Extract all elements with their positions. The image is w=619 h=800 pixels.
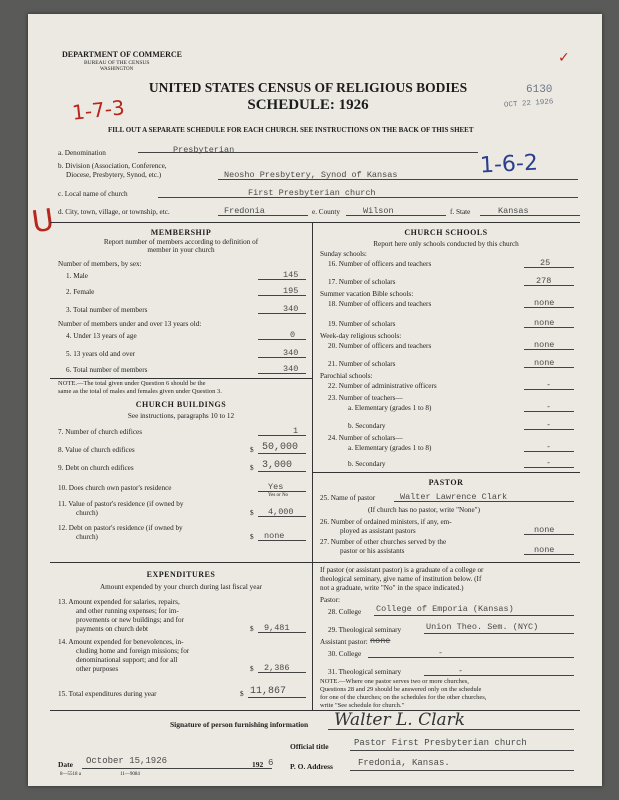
- denomination-label: a. Denomination: [58, 149, 106, 157]
- q21-value: none: [534, 358, 555, 368]
- q14-label-1: 14. Amount expended for benevolences, in-: [58, 638, 184, 646]
- q12-value: none: [264, 531, 285, 541]
- q26-label-2: ployed as assistant pastors: [340, 527, 416, 535]
- graduate-note-3: not a graduate, write "No" in the space indicated.): [320, 584, 464, 592]
- parochial-schools-label: Parochial schools:: [320, 372, 373, 380]
- q9-dollar: $: [250, 464, 254, 472]
- expenditures-subtitle: Amount expended by your church during last fiscal year: [99, 583, 263, 591]
- po-address-value: Fredonia, Kansas.: [358, 758, 450, 768]
- q18-value: none: [534, 298, 555, 308]
- q8-label: 8. Value of church edifices: [58, 446, 135, 454]
- q27-value: none: [534, 545, 555, 555]
- year-suffix: 6: [268, 758, 274, 768]
- buildings-subtitle: See instructions, paragraphs 10 to 12: [127, 412, 235, 420]
- q12-dollar: $: [250, 533, 254, 541]
- q30-label: 30. College: [328, 650, 362, 658]
- print-code: 11—9084: [120, 772, 140, 777]
- q24a-value: -: [546, 442, 552, 452]
- bureau-label: BUREAU OF THE CENSUS: [84, 60, 150, 66]
- po-address-label: P. O. Address: [290, 762, 333, 771]
- county-label: e. County: [312, 208, 340, 216]
- q5-label: 5. 13 years old and over: [66, 350, 136, 358]
- graduate-note-2: theological seminary, give name of institution below. (If: [320, 575, 482, 583]
- q25-label: 25. Name of pastor: [320, 494, 376, 502]
- official-title-label: Official title: [290, 742, 329, 751]
- q11-label-1: 11. Value of pastor's residence (if owned by: [58, 500, 184, 508]
- q8-dollar: $: [250, 446, 254, 454]
- q2-label: 2. Female: [66, 288, 95, 296]
- q17-label: 17. Number of scholars: [328, 278, 396, 286]
- assistant-pastor-value: none: [370, 636, 391, 646]
- q31-label: 31. Theological seminary: [328, 668, 402, 676]
- handwritten-code-blue: 1-6-2: [479, 150, 539, 179]
- q12-label-1: 12. Debt on pastor's residence (if owned by: [58, 524, 183, 532]
- signature-label: Signature of person furnishing information: [170, 720, 309, 729]
- q30-value: -: [438, 648, 444, 658]
- graduate-note-1: If pastor (or assistant pastor) is a graduate of a college or: [320, 566, 484, 574]
- q13-label-1: 13. Amount expended for salaries, repairs,: [58, 598, 180, 606]
- q27-label-2: pastor or his assistants: [340, 547, 405, 555]
- date-label: Date: [58, 760, 73, 769]
- q29-label: 29. Theological seminary: [328, 626, 402, 634]
- membership-subtitle-1: Report number of members according to definition of: [103, 238, 259, 246]
- official-title-value: Pastor First Presbyterian church: [354, 738, 527, 748]
- state-label: f. State: [450, 208, 471, 216]
- form-code: 8—5518 a: [60, 772, 81, 777]
- q23b-value: -: [546, 420, 552, 430]
- q23a-label: a. Elementary (grades 1 to 8): [348, 404, 432, 412]
- q19-value: none: [534, 318, 555, 328]
- q17-value: 278: [536, 276, 552, 286]
- q23-label: 23. Number of teachers—: [328, 394, 403, 402]
- state-value: Kansas: [498, 206, 529, 216]
- q28-value: College of Emporia (Kansas): [376, 604, 514, 614]
- q14-dollar: $: [250, 665, 254, 673]
- membership-note-2: same as the total of males and females given under Question 3.: [58, 388, 222, 395]
- expenditures-heading: EXPENDITURES: [146, 570, 216, 579]
- by-sex-label: Number of members, by sex:: [58, 260, 142, 268]
- q28-label: 28. College: [328, 608, 362, 616]
- city-label: WASHINGTON: [100, 67, 134, 72]
- form-title: UNITED STATES CENSUS OF RELIGIOUS BODIES: [148, 80, 468, 95]
- age-heading: Number of members under and over 13 years old:: [58, 320, 202, 328]
- pastor-subheading: Pastor:: [320, 596, 340, 604]
- schools-heading: CHURCH SCHOOLS: [404, 228, 488, 237]
- pastor-signature: Walter L. Clark: [334, 710, 466, 730]
- corner-check-mark: ✓: [558, 50, 570, 66]
- q12-label-2: church): [76, 533, 98, 541]
- q20-label: 20. Number of officers and teachers: [328, 342, 432, 350]
- handwritten-code-red: 1-7-3: [70, 95, 126, 125]
- county-value: Wilson: [363, 206, 394, 216]
- q13-label-2: and other running expenses; for im-: [76, 607, 179, 615]
- q22-label: 22. Number of administrative officers: [328, 382, 437, 390]
- separate-schedule-instruction: FILL OUT A SEPARATE SCHEDULE FOR EACH CHURCH. SEE INSTRUCTIONS ON THE BACK OF THIS SHEET: [108, 126, 474, 134]
- q20-value: none: [534, 340, 555, 350]
- schools-subtitle: Report here only schools conducted by this church: [373, 240, 519, 248]
- q14-value: 2,386: [264, 663, 290, 673]
- buildings-heading: CHURCH BUILDINGS: [135, 400, 227, 409]
- schedule-title: SCHEDULE: 1926: [247, 97, 369, 113]
- q4-label: 4. Under 13 years of age: [66, 332, 137, 340]
- q27-label-1: 27. Number of other churches served by the: [320, 538, 447, 546]
- sunday-schools-label: Sunday schools:: [320, 250, 367, 258]
- q6-value: 340: [283, 364, 299, 374]
- q24a-label: a. Elementary (grades 1 to 8): [348, 444, 432, 452]
- city-label: d. City, town, village, or township, etc.: [58, 208, 170, 216]
- q15-value: 11,867: [250, 686, 287, 697]
- q21-label: 21. Number of scholars: [328, 360, 396, 368]
- q23b-label: b. Secondary: [348, 422, 386, 430]
- q1-label: 1. Male: [66, 272, 88, 280]
- department-label: DEPARTMENT OF COMMERCE: [62, 50, 183, 59]
- q5-value: 340: [283, 348, 299, 358]
- year-prefix: 192: [252, 760, 264, 769]
- q4-value: 0: [290, 330, 296, 340]
- q26-value: none: [534, 525, 555, 535]
- q26-label-1: 26. Number of ordained ministers, if any, em-: [320, 518, 452, 526]
- q23a-value: -: [546, 402, 552, 412]
- city-value: Fredonia: [224, 206, 265, 216]
- q7-label: 7. Number of church edifices: [58, 428, 143, 436]
- pastor-note-3: for one of the churches; on the schedules for the other churches,: [320, 694, 487, 701]
- q22-value: -: [546, 380, 552, 390]
- summer-schools-label: Summer vacation Bible schools:: [320, 290, 414, 298]
- q25-note: (If church has no pastor, write "None"): [368, 506, 480, 514]
- division-label-line1: b. Division (Association, Conference,: [58, 162, 167, 170]
- q14-label-3: denominational support; and for all: [76, 656, 178, 664]
- q11-dollar: $: [250, 509, 254, 517]
- q11-label-2: church): [76, 509, 98, 517]
- q13-label-4: payments on church debt: [76, 625, 149, 633]
- q29-value: Union Theo. Sem. (NYC): [426, 622, 539, 632]
- q8-value: 50,000: [262, 442, 299, 453]
- q1-value: 145: [283, 270, 299, 280]
- q18-label: 18. Number of officers and teachers: [328, 300, 432, 308]
- membership-heading: MEMBERSHIP: [150, 228, 212, 237]
- pastor-note-1: NOTE.—Where one pastor serves two or more churches,: [320, 678, 469, 685]
- assistant-pastor-label: Assistant pastor:: [320, 638, 368, 646]
- q6-label: 6. Total number of members: [66, 366, 148, 374]
- q10-value: Yes: [268, 482, 284, 492]
- pastor-heading: PASTOR: [428, 478, 464, 487]
- q2-value: 195: [283, 286, 299, 296]
- membership-subtitle-2: member in your church: [147, 246, 215, 254]
- date-value: October 15,1926: [86, 756, 168, 766]
- q13-dollar: $: [250, 625, 254, 633]
- q16-value: 25: [540, 258, 551, 268]
- margin-mark: U: [29, 202, 57, 241]
- q15-dollar: $: [240, 690, 244, 698]
- received-date-stamp: OCT 22 1926: [503, 98, 554, 110]
- q3-value: 340: [283, 304, 299, 314]
- q13-label-3: provements or new buildings; and for: [76, 616, 184, 624]
- q10-label: 10. Does church own pastor's residence: [58, 484, 172, 492]
- weekday-schools-label: Week-day religious schools:: [320, 332, 402, 340]
- membership-note-1: NOTE.—The total given under Question 6 should be the: [58, 380, 206, 387]
- q3-label: 3. Total number of members: [66, 306, 148, 314]
- q7-value: 1: [293, 426, 299, 436]
- q14-label-4: other purposes: [76, 665, 119, 673]
- q9-label: 9. Debt on church edifices: [58, 464, 134, 472]
- q13-value: 9,481: [264, 623, 290, 633]
- q25-value: Walter Lawrence Clark: [400, 492, 508, 502]
- received-stamp-number: 6130: [526, 84, 553, 96]
- q24-label: 24. Number of scholars—: [328, 434, 403, 442]
- local-name-label: c. Local name of church: [58, 190, 128, 198]
- division-value: Neosho Presbytery, Synod of Kansas: [224, 170, 398, 180]
- local-name-value: First Presbyterian church: [248, 188, 376, 198]
- q24b-value: -: [546, 458, 552, 468]
- q9-value: 3,000: [262, 460, 293, 471]
- yes-no-hint: Yes or No: [268, 493, 289, 498]
- q14-label-2: cluding home and foreign missions; for: [76, 647, 190, 655]
- pastor-note-2: Questions 28 and 29 should be answered only on the schedule: [320, 686, 482, 693]
- q11-value: 4,000: [268, 507, 294, 517]
- q24b-label: b. Secondary: [348, 460, 386, 468]
- q15-label: 15. Total expenditures during year: [58, 690, 157, 698]
- census-schedule-page: [28, 14, 602, 786]
- q16-label: 16. Number of officers and teachers: [328, 260, 432, 268]
- division-label-line2: Diocese, Presbytery, Synod, etc.): [66, 171, 162, 179]
- denomination-value: Presbyterian: [173, 145, 235, 155]
- pastor-note-4: write "See schedule for church.": [320, 702, 405, 709]
- q31-value: -: [458, 666, 464, 676]
- q19-label: 19. Number of scholars: [328, 320, 396, 328]
